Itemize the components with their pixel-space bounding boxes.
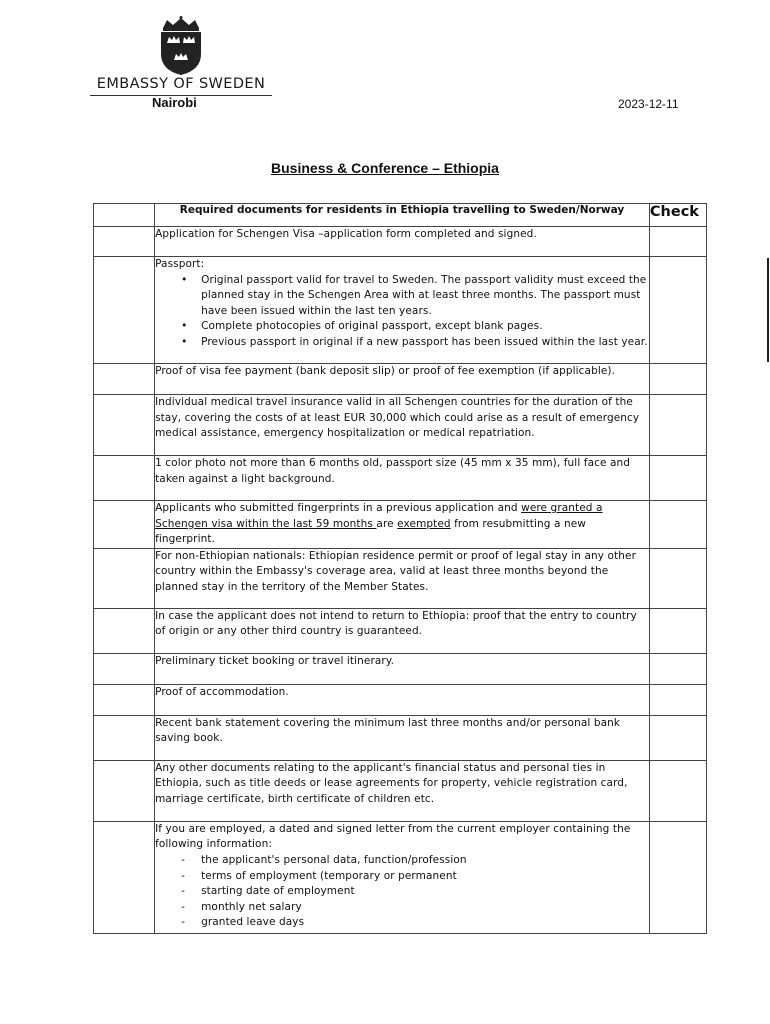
row-number-cell	[94, 395, 155, 456]
table-row	[94, 456, 707, 501]
requirement-text: Application for Schengen Visa –application form completed and signed.	[155, 228, 537, 240]
embassy-name: EMBASSY OF SWEDEN	[96, 76, 266, 92]
list-item: - monthly net salary	[181, 900, 649, 916]
check-box[interactable]	[649, 227, 706, 257]
row-number-cell	[94, 501, 155, 549]
requirement-text: Proof of accommodation.	[155, 685, 289, 698]
row-number-cell	[94, 684, 155, 715]
requirement-cell	[155, 227, 650, 257]
coat-of-arms-icon	[153, 16, 209, 76]
requirement-intro: If you are employed, a dated and signed letter from the current employer containing the following information:	[155, 822, 631, 851]
table-row	[94, 608, 707, 653]
requirement-text	[155, 501, 649, 548]
check-box[interactable]	[649, 684, 706, 715]
blank-header-cell	[94, 204, 155, 227]
list-item: - the applicant's personal data, function/profession	[181, 853, 649, 869]
check-box[interactable]	[649, 653, 706, 684]
list-item: - terms of employment (temporary or permanent	[181, 869, 649, 885]
table-row	[94, 501, 707, 549]
check-box[interactable]	[649, 364, 706, 395]
row-number-cell	[94, 608, 155, 653]
requirement-text: For non-Ethiopian nationals: Ethiopian residence permit or proof of legal stay in any other country within the Embassy's coverage area, valid at least three months beyond the planned stay in the territory of the Member States.	[155, 549, 637, 593]
text-run: from resubmitting a new fingerprint.	[155, 517, 586, 546]
table-row	[94, 548, 707, 608]
table-header-row	[94, 204, 707, 227]
page-title: Business & Conference – Ethiopia	[271, 160, 499, 176]
table-row	[94, 227, 707, 257]
table-row	[94, 257, 707, 364]
requirement-text: Preliminary ticket booking or travel itinerary.	[155, 654, 395, 667]
requirement-cell	[155, 760, 650, 821]
check-box[interactable]	[649, 456, 706, 501]
check-box[interactable]	[649, 760, 706, 821]
row-number-cell	[94, 548, 155, 608]
requirement-cell	[155, 548, 650, 608]
underlined-text: exempted	[397, 517, 451, 530]
requirements-table	[93, 203, 707, 934]
table-row	[94, 760, 707, 821]
check-box[interactable]	[649, 548, 706, 608]
check-box[interactable]	[649, 608, 706, 653]
row-number-cell	[94, 456, 155, 501]
table-row	[94, 684, 707, 715]
row-number-cell	[94, 821, 155, 933]
requirement-text: Any other documents relating to the applicant's financial status and personal ties in Ethiopia, such as title deeds or lease agreements for property, vehicle registration card, marriage certificate, birth certificate of children etc.	[155, 761, 628, 805]
requirement-cell	[155, 653, 650, 684]
row-number-cell	[94, 760, 155, 821]
requirement-text: 1 color photo not more than 6 months old, passport size (45 mm x 35 mm), full face and taken against a light background.	[155, 457, 631, 485]
embassy-city: Nairobi	[152, 95, 197, 110]
table-row	[94, 364, 707, 395]
requirement-cell	[155, 364, 650, 395]
requirement-cell	[155, 684, 650, 715]
list-item: • Original passport valid for travel to Sweden. The passport validity must exceed the planned stay in the Schengen Area with at least three months. The passport must have been issued within the last ten years.	[181, 273, 649, 320]
document-date: 2023-12-11	[618, 97, 679, 111]
bullet-list	[155, 273, 649, 351]
check-box[interactable]	[649, 395, 706, 456]
row-number-cell	[94, 227, 155, 257]
requirement-text: Proof of visa fee payment (bank deposit slip) or proof of fee exemption (if applicable).	[155, 365, 616, 377]
requirement-intro: Passport:	[155, 258, 205, 270]
requirement-cell	[155, 608, 650, 653]
table-row	[94, 821, 707, 933]
requirement-cell	[155, 456, 650, 501]
row-number-cell	[94, 364, 155, 395]
check-box[interactable]	[649, 821, 706, 933]
text-run: Applicants who submitted fingerprints in a previous application and	[155, 502, 522, 514]
requirement-cell	[155, 395, 650, 456]
dash-list	[155, 853, 649, 931]
requirement-cell	[155, 715, 650, 760]
requirement-text: Recent bank statement covering the minimum last three months and/or personal bank saving book.	[155, 716, 621, 745]
list-item: • Previous passport in original if a new passport has been issued within the last year.	[181, 335, 649, 351]
table-row	[94, 715, 707, 760]
check-box[interactable]	[649, 257, 706, 364]
text-run: are	[376, 517, 398, 530]
requirement-cell	[155, 501, 650, 549]
row-number-cell	[94, 715, 155, 760]
requirement-cell	[155, 257, 650, 364]
table-row	[94, 653, 707, 684]
check-box[interactable]	[649, 501, 706, 549]
list-item: • Complete photocopies of original passport, except blank pages.	[181, 319, 649, 335]
margin-mark	[767, 258, 769, 362]
requirement-cell	[155, 821, 650, 933]
requirement-text: Individual medical travel insurance valid in all Schengen countries for the duration of the stay, covering the costs of at least EUR 30,000 which could arise as a result of emergency medical assistance, emergency hospitalization or medical repatriation.	[155, 396, 640, 440]
row-number-cell	[94, 257, 155, 364]
underlined-text: were granted a Schengen visa within the last 59 months	[155, 502, 603, 530]
check-box[interactable]	[649, 715, 706, 760]
requirements-header: Required documents for residents in Ethiopia travelling to Sweden/Norway	[155, 204, 650, 227]
check-header: Check	[649, 204, 706, 227]
list-item: - granted leave days	[181, 915, 649, 931]
table-row	[94, 395, 707, 456]
row-number-cell	[94, 653, 155, 684]
requirement-text: In case the applicant does not intend to return to Ethiopia: proof that the entry to country of origin or any other third country is guaranteed.	[155, 609, 637, 638]
list-item: - starting date of employment	[181, 884, 649, 900]
